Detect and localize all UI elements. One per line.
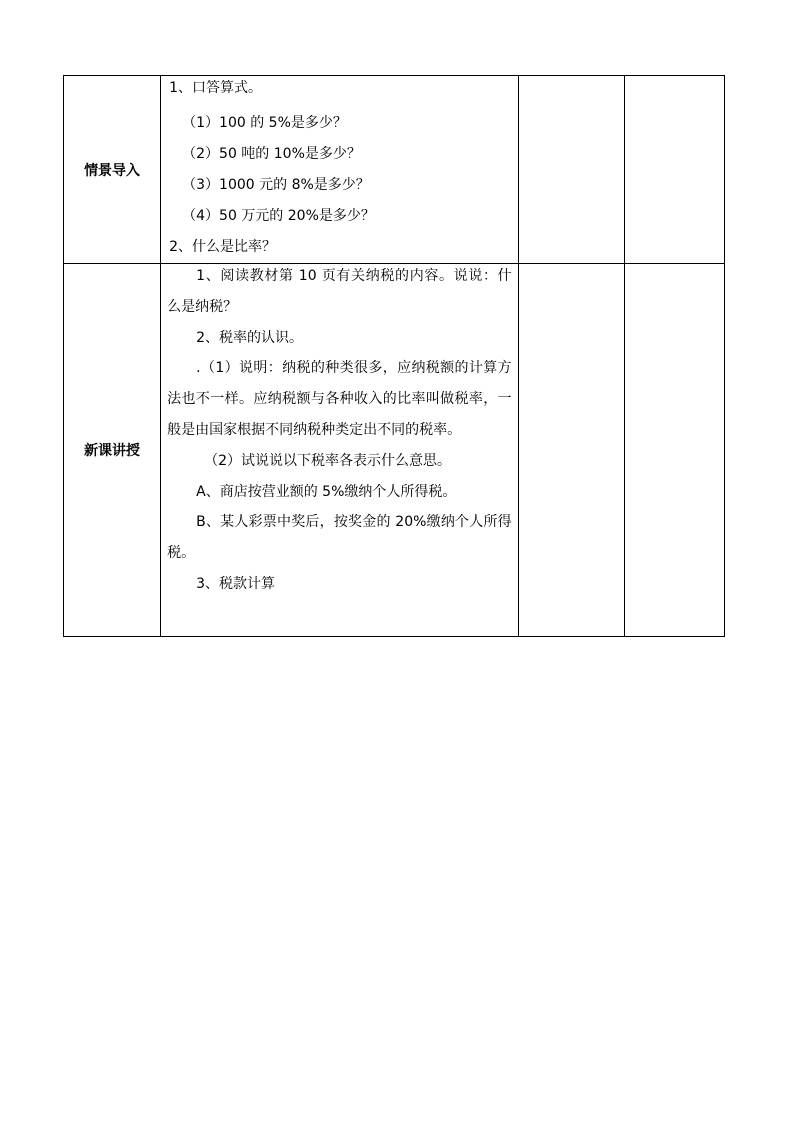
intro-question-3: （3）1000 元的 8%是多少？ [182, 177, 370, 193]
lesson-paragraph-5: A、商店按营业额的 5%缴纳个人所得税。 [196, 483, 457, 500]
empty-cell-new-lesson-a [518, 264, 624, 637]
lesson-paragraph-4: （2）试说说以下税率各表示什么意思。 [204, 452, 452, 469]
empty-cell-intro-a [518, 76, 624, 264]
table-row-intro [64, 76, 725, 264]
lesson-paragraph-2: 2、税率的认识。 [196, 329, 304, 346]
lesson-plan-table [63, 75, 725, 637]
row-content-new-lesson [161, 264, 519, 637]
intro-title: 1、口答算式。 [169, 80, 263, 96]
intro-question-4: （4）50 万元的 20%是多少？ [182, 208, 375, 224]
empty-cell-intro-b [624, 76, 724, 264]
lesson-paragraph-6: B、某人彩票中奖后，按奖金的 20%缴纳个人所得税。 [167, 514, 512, 562]
row-content-intro [161, 76, 519, 264]
lesson-paragraph-3: .（1）说明：纳税的种类很多，应纳税额的计算方法也不一样。应纳税额与各种收入的比率叫做税率，一般是由国家根据不同纳税种类定出不同的税率。 [167, 360, 512, 438]
row-label-new-lesson: 新课讲授 [64, 264, 161, 637]
intro-question-1: （1）100 的 5%是多少？ [182, 115, 347, 131]
row-label-intro: 情景导入 [64, 76, 161, 264]
lesson-paragraph-7: 3、税款计算 [196, 575, 276, 592]
lesson-paragraph-1: 1、阅读教材第 10 页有关纳税的内容。说说：什么是纳税？ [167, 268, 512, 315]
empty-cell-new-lesson-b [624, 264, 724, 637]
intro-question-2: （2）50 吨的 10%是多少？ [182, 146, 361, 162]
intro-closing: 2、什么是比率？ [169, 239, 277, 255]
table-row-new-lesson [64, 264, 725, 637]
